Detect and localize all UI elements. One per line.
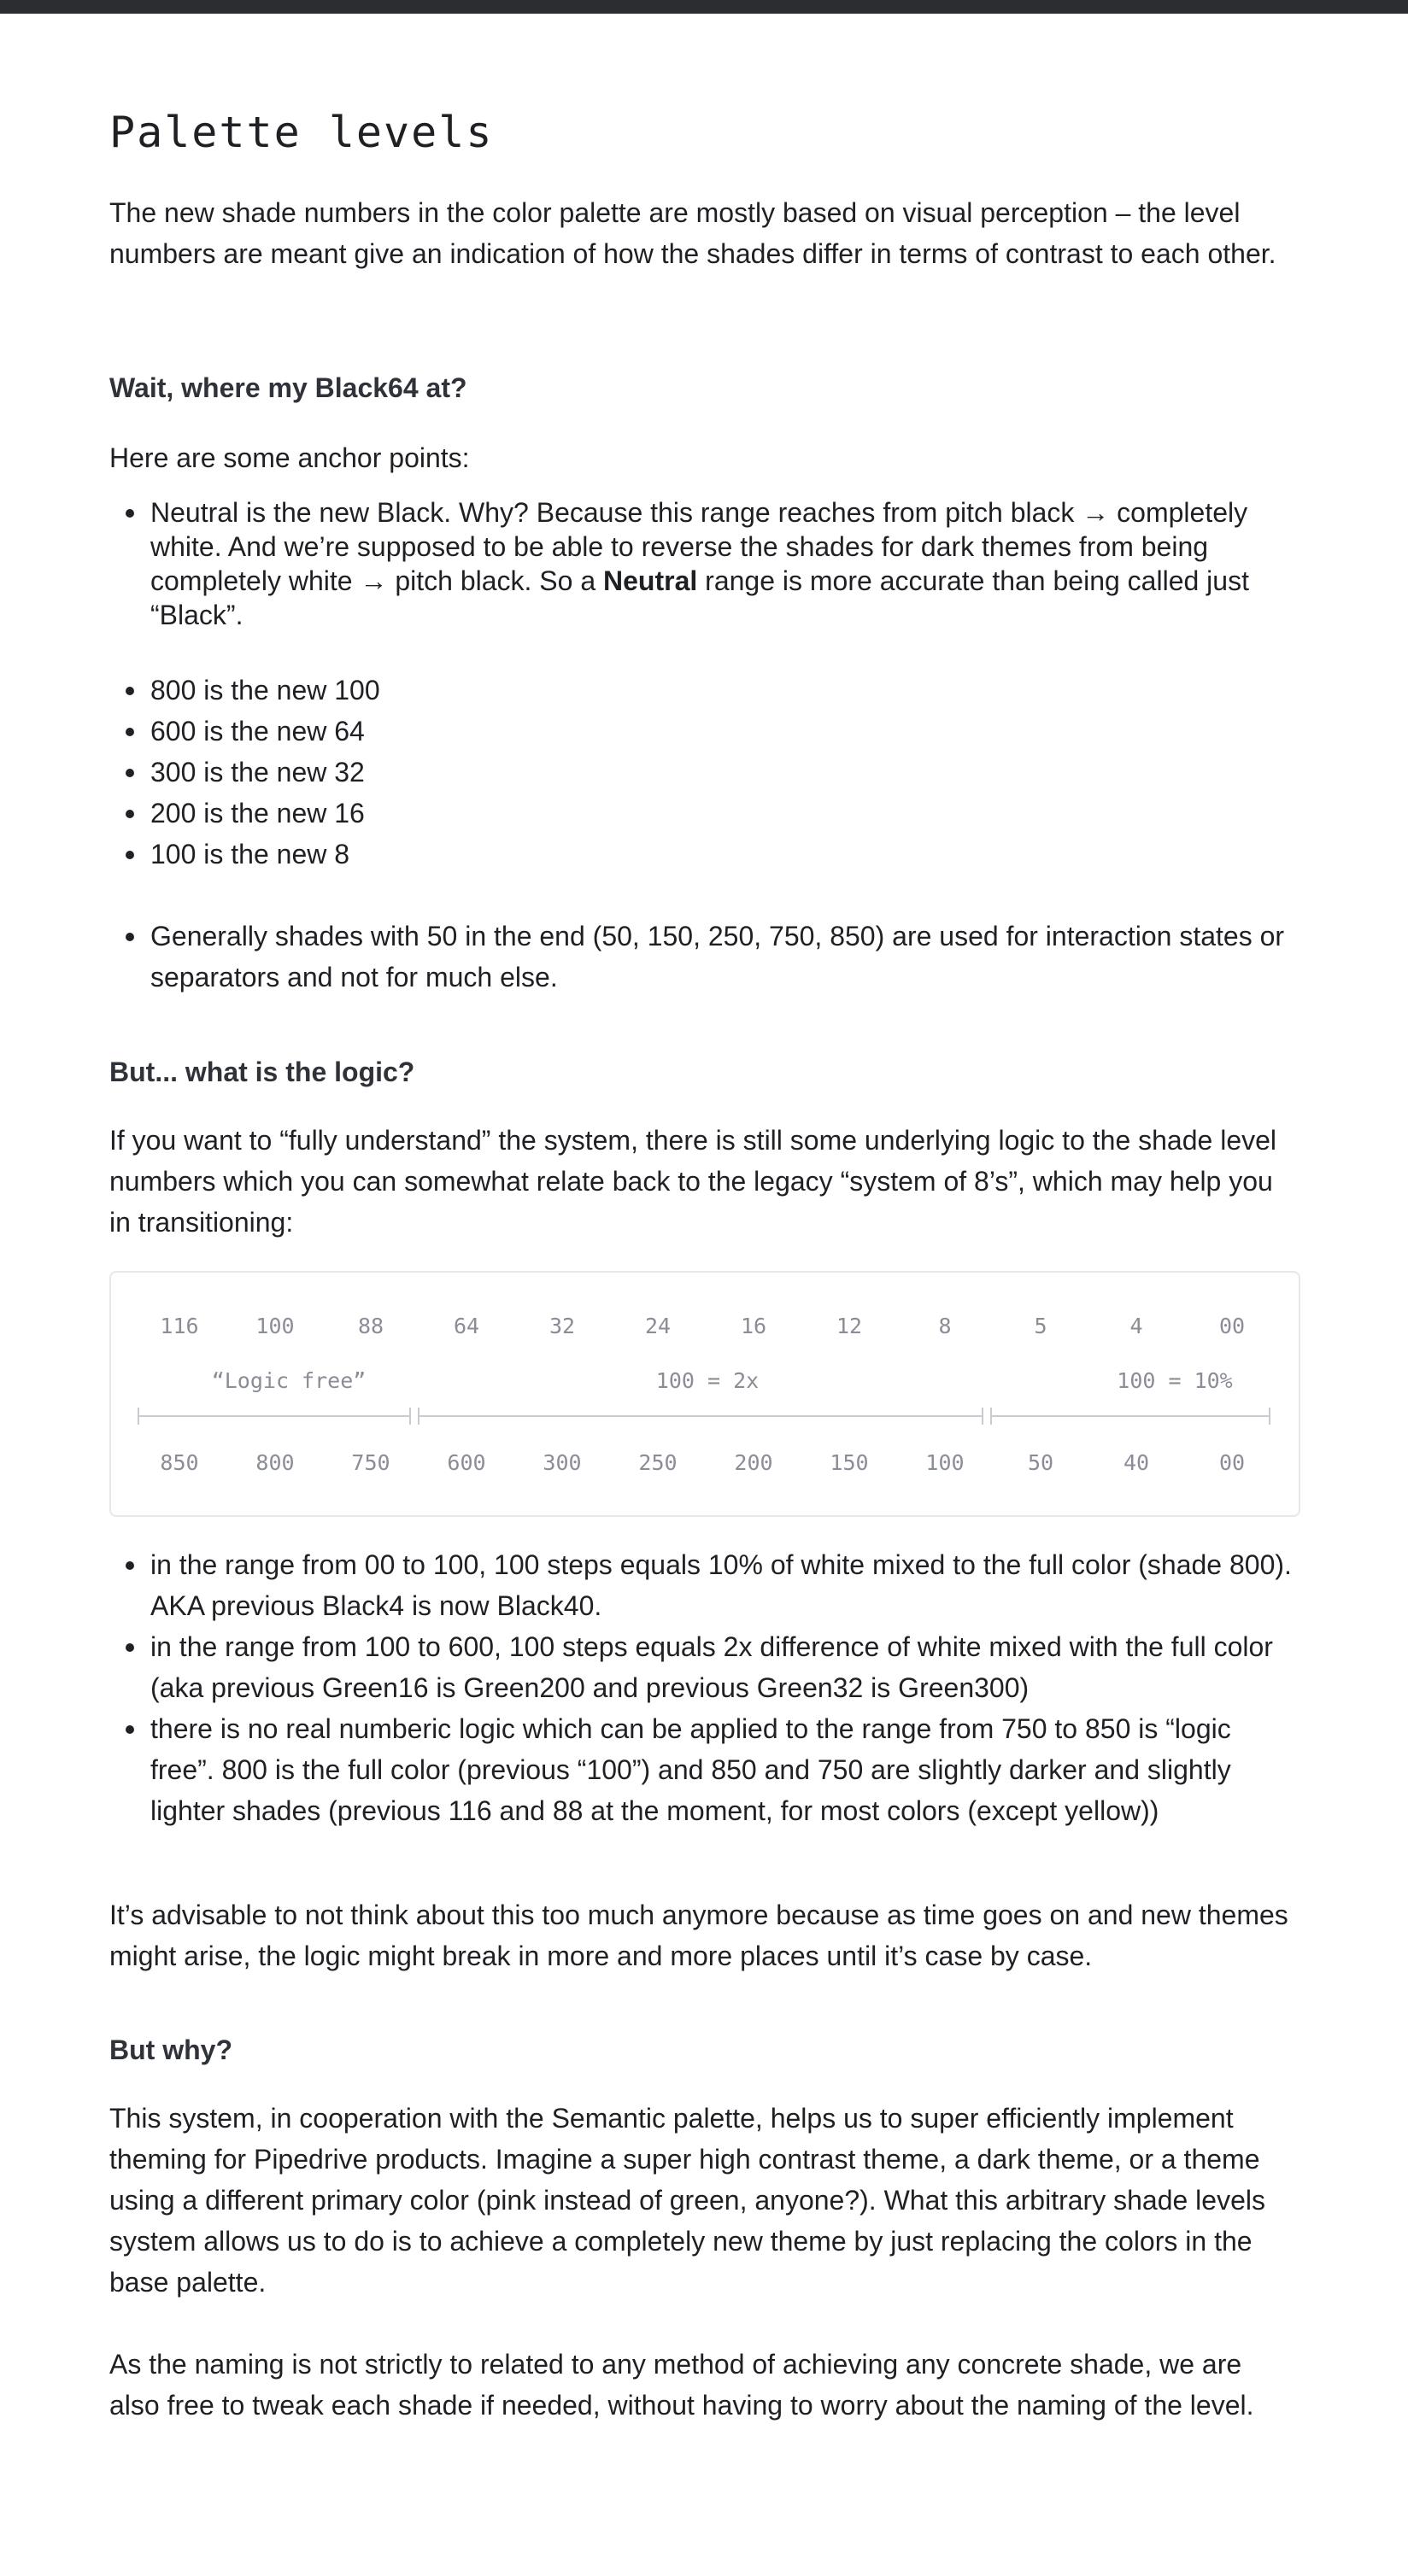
heading-logic: But... what is the logic? <box>109 1057 415 1087</box>
legacy-level: 64 <box>453 1314 480 1338</box>
mapping-list <box>109 670 1299 875</box>
list-item: in the range from 100 to 600, 100 steps equals 2x difference of white mixed with the full color (aka previous Green16 is Green200 and previous Green32 is Green300) <box>109 1626 1299 1708</box>
legacy-level: 32 <box>549 1314 576 1338</box>
list-item-interaction: Generally shades with 50 in the end (50, 150, 250, 750, 850) are used for interaction states or separators and not for much else. <box>109 916 1299 998</box>
new-level: 600 <box>447 1450 486 1475</box>
why-paragraph-2: As the naming is not strictly to related to any method of achieving any concrete shade, we are also free to tweak each shade if needed, without having to worry about the naming of the level. <box>109 2349 1254 2421</box>
new-level: 800 <box>255 1450 295 1475</box>
legacy-level: 116 <box>160 1314 199 1338</box>
list-item: 200 is the new 16 <box>109 793 1299 834</box>
list-item: 100 is the new 8 <box>109 834 1299 875</box>
legacy-level: 24 <box>644 1314 672 1338</box>
logic-notes-list <box>109 1544 1299 1831</box>
neutral-list <box>109 495 1299 632</box>
range-brackets <box>111 1273 1299 1515</box>
new-level: 40 <box>1123 1450 1150 1475</box>
interaction-list <box>109 916 1299 998</box>
legacy-level: 00 <box>1218 1314 1246 1338</box>
legacy-level: 4 <box>1129 1314 1143 1338</box>
legacy-level: 16 <box>740 1314 767 1338</box>
list-item: 300 is the new 32 <box>109 752 1299 793</box>
list-item: 600 is the new 64 <box>109 711 1299 752</box>
top-bar <box>0 0 1408 14</box>
legacy-level: 100 <box>255 1314 295 1338</box>
advice-paragraph: It’s advisable to not think about this too much anymore because as time goes on and new themes might arise, the logic might break in more and more places until it’s case by case. <box>109 1900 1288 1971</box>
list-item: there is no real numberic logic which can be applied to the range from 750 to 850 is “logic free”. 800 is the full color (previous “100”) and 850 and 750 are slightly darker and slightly lighter shades (previous 116 and 88 at the moment, for most colors (except yellow)) <box>109 1708 1299 1831</box>
legacy-level: 88 <box>357 1314 384 1338</box>
list-item-neutral <box>109 495 1299 632</box>
anchor-points-lead: Here are some anchor points: <box>109 442 470 473</box>
new-level: 100 <box>925 1450 965 1475</box>
shade-level-diagram <box>109 1271 1300 1517</box>
new-level: 00 <box>1218 1450 1246 1475</box>
neutral-text-before: Neutral is the new Black. Why? Because this range reaches from pitch black → completely white. And we’re supposed to be able to reverse the shades for dark themes from being completely white → pitch black. So a <box>150 497 1248 596</box>
list-item: 800 is the new 100 <box>109 670 1299 711</box>
range-label-10pct: 100 = 10% <box>1117 1368 1233 1393</box>
legacy-level: 12 <box>836 1314 863 1338</box>
intro-paragraph: The new shade numbers in the color palette are mostly based on visual perception – the level numbers are meant give an indication of how the shades differ in terms of contrast to each other. <box>109 197 1276 269</box>
legacy-level: 5 <box>1034 1314 1047 1338</box>
logic-lead: If you want to “fully understand” the system, there is still some underlying logic to the shade level numbers which you can somewhat relate back to the legacy “system of 8’s”, which may help you in transitioning: <box>109 1125 1277 1238</box>
new-level: 250 <box>638 1450 678 1475</box>
new-level: 200 <box>734 1450 773 1475</box>
range-label-logic-free: “Logic free” <box>211 1368 367 1393</box>
legacy-level: 8 <box>938 1314 952 1338</box>
new-level: 750 <box>351 1450 390 1475</box>
heading-why: But why? <box>109 2034 232 2065</box>
new-level: 150 <box>830 1450 869 1475</box>
new-level: 50 <box>1027 1450 1054 1475</box>
neutral-text-after: range is more accurate than being called just “Black”. <box>150 565 1249 630</box>
new-level: 300 <box>543 1450 582 1475</box>
page-title: Palette levels <box>109 108 494 157</box>
why-paragraph-1: This system, in cooperation with the Semantic palette, helps us to super efficiently implement theming for Pipedrive products. Imagine a super high contrast theme, a dark theme, or a theme using a different primary color (pink instead of green, anyone?). What this arbitrary shade levels system allows us to do is to achieve a completely new theme by just replacing the colors in the base palette. <box>109 2103 1265 2298</box>
range-label-2x: 100 = 2x <box>655 1368 760 1393</box>
neutral-bold: Neutral <box>603 565 698 596</box>
new-level: 850 <box>160 1450 199 1475</box>
list-item: in the range from 00 to 100, 100 steps equals 10% of white mixed to the full color (shade 800). AKA previous Black4 is now Black40. <box>109 1544 1299 1626</box>
heading-black64: Wait, where my Black64 at? <box>109 372 467 403</box>
